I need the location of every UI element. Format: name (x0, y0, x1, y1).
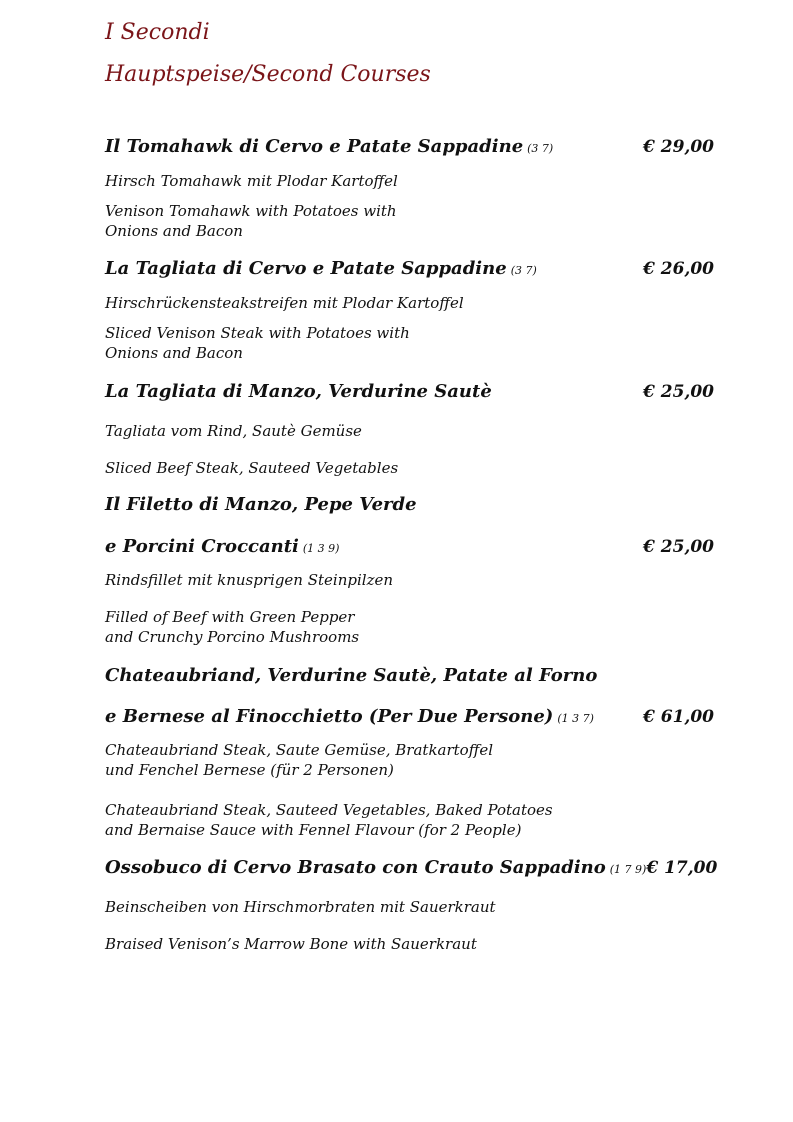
dish-price: € 25,00 (643, 537, 714, 557)
allergen-codes: (3 7) (510, 264, 537, 277)
dish-name-line1: Chateaubriand, Verdurine Sautè, Patate al Forno (105, 665, 598, 686)
dish-name: La Tagliata di Manzo, Verdurine Sautè (105, 381, 492, 402)
dish-price: € 61,00 (643, 707, 714, 727)
menu-item-row (105, 857, 718, 878)
dish-description-de: Rindsfillet mit knusprigen Steinpilzen (105, 571, 394, 589)
dish-description-en: Sliced Venison Steak with Potatoes with Onions and Bacon (105, 324, 410, 362)
dish-description-en: Filled of Beef with Green Pepper and Crunchy Porcino Mushrooms (105, 608, 360, 646)
dish-description-en: Braised Venison’s Marrow Bone with Sauerkraut (105, 935, 477, 953)
dish-name: e Bernese al Finocchietto (Per Due Persone) (1 3 7) (105, 706, 594, 727)
dish-name: e Porcini Croccanti (1 3 9) (105, 536, 340, 557)
section-title: I Secondi (105, 20, 210, 45)
dish-price: € 26,00 (643, 259, 714, 279)
menu-item-row (105, 381, 714, 402)
dish-description-en: Sliced Beef Steak, Sauteed Vegetables (105, 459, 399, 477)
dish-description-de: Tagliata vom Rind, Sautè Gemüse (105, 422, 362, 440)
allergen-codes: (3 7) (527, 142, 554, 155)
allergen-codes: (1 7 9) (609, 863, 647, 876)
dish-description-de: Chateaubriand Steak, Saute Gemüse, Bratkartoffel und Fenchel Bernese (für 2 Personen) (105, 741, 494, 779)
dish-name: Il Tomahawk di Cervo e Patate Sappadine (3 7) (105, 136, 554, 157)
menu-item-row (105, 494, 707, 515)
dish-description-en: Venison Tomahawk with Potatoes with Onions and Bacon (105, 202, 397, 240)
dish-name-line1: Il Filetto di Manzo, Pepe Verde (105, 494, 417, 515)
allergen-codes: (1 3 9) (302, 542, 340, 555)
dish-price: € 29,00 (643, 137, 714, 157)
dish-name: La Tagliata di Cervo e Patate Sappadine (3 7) (105, 258, 537, 279)
dish-description-de: Beinscheiben von Hirschmorbraten mit Sauerkraut (105, 898, 496, 916)
menu-item-row (105, 706, 714, 727)
dish-name: Ossobuco di Cervo Brasato con Crauto Sappadino (1 7 9) (105, 857, 647, 878)
dish-description-de: Hirsch Tomahawk mit Plodar Kartoffel (105, 172, 398, 190)
section-subtitle: Hauptspeise/Second Courses (105, 62, 431, 87)
dish-description-de: Hirschrückensteakstreifen mit Plodar Kartoffel (105, 294, 464, 312)
menu-item-row (105, 665, 707, 686)
menu-item-row (105, 136, 714, 157)
dish-description-en: Chateaubriand Steak, Sauteed Vegetables, Baked Potatoes and Bernaise Sauce with Fennel Flavour (for 2 People) (105, 801, 553, 839)
dish-price: € 17,00 (646, 858, 718, 878)
allergen-codes: (1 3 7) (557, 712, 594, 725)
menu-item-row (105, 536, 714, 557)
dish-price: € 25,00 (643, 382, 714, 402)
menu-item-row (105, 258, 714, 279)
